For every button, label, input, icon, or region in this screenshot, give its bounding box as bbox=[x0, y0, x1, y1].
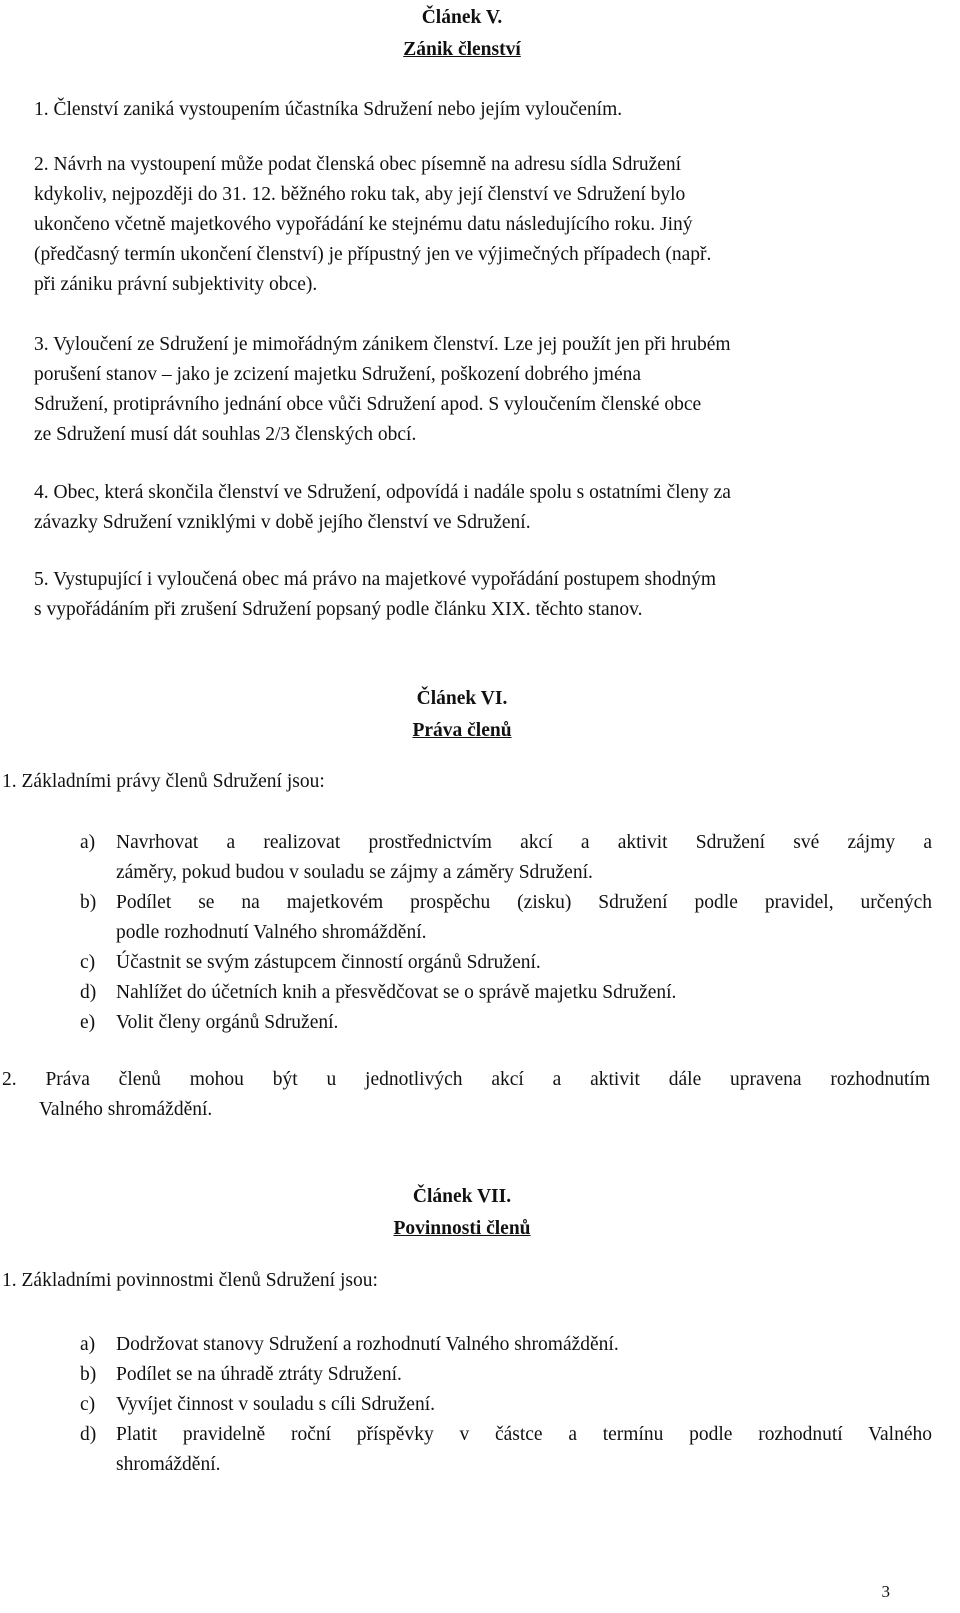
list-item-text: Vyvíjet činnost v souladu s cíli Sdružení. bbox=[116, 1394, 436, 1415]
article-5-p2-line-4: (předčasný termín ukončení členství) je přípustný jen ve výjimečných případech (např. bbox=[34, 244, 712, 265]
article-7-item-b bbox=[80, 1360, 932, 1390]
article-5-p2-line-1: 2. Návrh na vystoupení může podat členská obec písemně na adresu sídla Sdružení bbox=[34, 154, 682, 175]
article-7-intro bbox=[2, 1266, 902, 1296]
article-5-para-3 bbox=[34, 330, 934, 450]
article-5-p2-line-5: při zániku právní subjektivity obce). bbox=[34, 274, 318, 295]
list-item-text: Navrhovat a realizovat prostřednictvím akcí a aktivit Sdružení své zájmy a bbox=[116, 832, 932, 853]
article-5-subtitle: Zánik členství bbox=[403, 39, 521, 60]
list-item-label: a) bbox=[80, 832, 96, 853]
article-7-heading bbox=[0, 1181, 942, 1245]
list-item-label: c) bbox=[80, 1394, 96, 1415]
list-item-label: d) bbox=[80, 982, 97, 1003]
article-6-item-e bbox=[80, 1008, 932, 1038]
article-7-item-d bbox=[80, 1420, 932, 1480]
article-6-title: Článek VI. bbox=[416, 688, 508, 709]
list-item-text: Nahlížet do účetních knih a přesvědčovat se o správě majetku Sdružení. bbox=[116, 982, 677, 1003]
page-number: 3 bbox=[881, 1582, 890, 1601]
article-6-intro-line: 1. Základními právy členů Sdružení jsou: bbox=[2, 771, 325, 792]
article-5-heading bbox=[0, 2, 942, 66]
list-item-label: d) bbox=[80, 1424, 97, 1445]
list-item-text: Volit členy orgánů Sdružení. bbox=[116, 1012, 339, 1033]
article-5-p4-line-1: 4. Obec, která skončila členství ve Sdružení, odpovídá i nadále spolu s ostatními členy za bbox=[34, 482, 731, 503]
article-6-subtitle: Práva členů bbox=[412, 720, 512, 741]
article-5-para-4 bbox=[34, 478, 934, 538]
article-5-p3-line-3: Sdružení, protiprávního jednání obce vůči Sdružení apod. S vyloučením členské obce bbox=[34, 394, 702, 415]
list-item-label: b) bbox=[80, 1364, 97, 1385]
article-6-item-c bbox=[80, 948, 932, 978]
article-5-para-2 bbox=[34, 150, 934, 300]
article-5-p2-line-3: ukončeno včetně majetkového vypořádání ke stejnému datu následujícího roku. Jiný bbox=[34, 214, 693, 235]
article-5-p3-line-2: porušení stanov – jako je zcizení majetku Sdružení, poškození dobrého jména bbox=[34, 364, 642, 385]
article-6-item-d bbox=[80, 978, 932, 1008]
article-7-item-c bbox=[80, 1390, 932, 1420]
list-item-text: Podílet se na úhradě ztráty Sdružení. bbox=[116, 1364, 402, 1385]
list-item-text: záměry, pokud budou v souladu se zájmy a záměry Sdružení. bbox=[116, 862, 593, 883]
list-item-label: e) bbox=[80, 1012, 96, 1033]
article-5-p3-line-4: ze Sdružení musí dát souhlas 2/3 členských obcí. bbox=[34, 424, 417, 445]
article-5-para-1 bbox=[34, 95, 934, 125]
article-5-title: Článek V. bbox=[421, 7, 503, 28]
article-5-p5-line-1: 5. Vystupující i vyloučená obec má právo na majetkové vypořádání postupem shodným bbox=[34, 569, 716, 590]
article-6-p2-line-2: Valného shromáždění. bbox=[39, 1099, 213, 1120]
article-7-item-a bbox=[80, 1330, 932, 1360]
article-5-p1-line: 1. Členství zaniká vystoupením účastníka Sdružení nebo jejím vyloučením. bbox=[34, 99, 623, 120]
article-7-title: Článek VII. bbox=[412, 1186, 512, 1207]
list-item-text: podle rozhodnutí Valného shromáždění. bbox=[116, 922, 427, 943]
article-6-item-a bbox=[80, 828, 932, 888]
article-5-p3-line-1: 3. Vyloučení ze Sdružení je mimořádným zánikem členství. Lze jej použít jen při hrubém bbox=[34, 334, 731, 355]
list-item-label: b) bbox=[80, 892, 97, 913]
article-7-subtitle: Povinnosti členů bbox=[393, 1218, 531, 1239]
article-6-intro bbox=[2, 767, 902, 797]
article-5-para-5 bbox=[34, 565, 934, 625]
article-6-item-b bbox=[80, 888, 932, 948]
article-6-para-2 bbox=[2, 1065, 930, 1125]
article-7-intro-line: 1. Základními povinnostmi členů Sdružení jsou: bbox=[2, 1270, 378, 1291]
list-item-text: shromáždění. bbox=[116, 1454, 221, 1475]
list-item-label: c) bbox=[80, 952, 96, 973]
article-6-heading bbox=[0, 683, 942, 747]
list-item-text: Podílet se na majetkovém prospěchu (zisku) Sdružení podle pravidel, určených bbox=[116, 892, 932, 913]
article-6-p2-line-1: 2. Práva členů mohou být u jednotlivých akcí a aktivit dále upravena rozhodnutím bbox=[2, 1069, 930, 1090]
article-5-p2-line-2: kdykoliv, nejpozději do 31. 12. běžného roku tak, aby její členství ve Sdružení bylo bbox=[34, 184, 686, 205]
list-item-label: a) bbox=[80, 1334, 96, 1355]
article-5-p4-line-2: závazky Sdružení vzniklými v době jejího členství ve Sdružení. bbox=[34, 512, 531, 533]
list-item-text: Platit pravidelně roční příspěvky v částce a termínu podle rozhodnutí Valného bbox=[116, 1424, 932, 1445]
list-item-text: Účastnit se svým zástupcem činností orgánů Sdružení. bbox=[116, 952, 541, 973]
article-5-p5-line-2: s vypořádáním při zrušení Sdružení popsaný podle článku XIX. těchto stanov. bbox=[34, 599, 643, 620]
list-item-text: Dodržovat stanovy Sdružení a rozhodnutí Valného shromáždění. bbox=[116, 1334, 619, 1355]
